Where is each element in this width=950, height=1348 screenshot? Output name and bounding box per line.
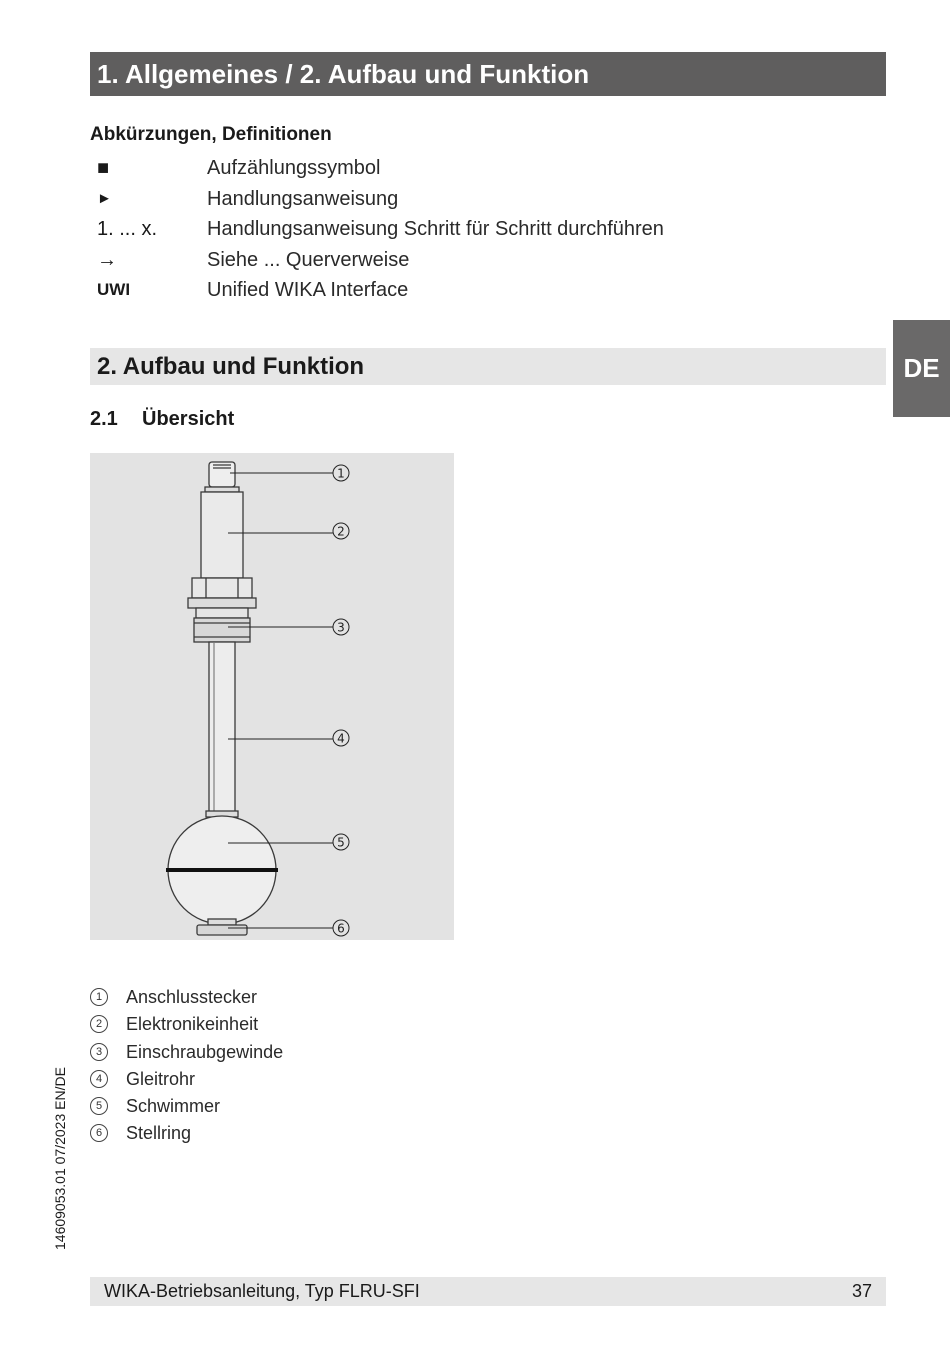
footer-title: WIKA-Betriebsanleitung, Typ FLRU-SFI <box>104 1281 420 1301</box>
hex-nut-shape <box>192 578 252 598</box>
step-symbol: 1. ... x. <box>97 218 158 240</box>
callout-label: 5 <box>337 835 345 850</box>
legend-text: Schwimmer <box>126 1096 221 1117</box>
bullet-symbol: ■ <box>97 157 110 179</box>
callout-label: 6 <box>337 921 345 936</box>
arrow-symbol: ► <box>97 189 112 207</box>
callout-label: 3 <box>337 620 345 635</box>
callout-label: 1 <box>337 466 345 481</box>
connector-plug-shape <box>209 462 235 487</box>
slide-tube-shape <box>209 642 235 815</box>
subsection-title <box>90 408 234 431</box>
callout-label: 4 <box>337 731 345 746</box>
language-tab: DE <box>893 320 950 417</box>
abbreviation-text: Aufzählungssymbol <box>207 157 381 179</box>
legend-number: 1 <box>90 988 108 1006</box>
callout-label: 2 <box>337 524 345 539</box>
subsection-number: 2.1 <box>90 408 118 430</box>
legend-number: 3 <box>90 1043 108 1061</box>
setting-ring-shape <box>197 925 247 935</box>
legend-text: Stellring <box>126 1123 192 1144</box>
uwi-symbol: UWI <box>97 280 131 299</box>
legend-text: Elektronikeinheit <box>126 1014 259 1035</box>
legend-number: 5 <box>90 1097 108 1115</box>
subsection-label: Übersicht <box>142 408 235 430</box>
abbreviation-text: Handlungsanweisung Schritt für Schritt durchführen <box>207 218 664 240</box>
device-drawing <box>90 453 454 940</box>
document-code: 14609053.01 07/2023 EN/DE <box>52 1067 68 1250</box>
abbreviations-heading: Abkürzungen, Definitionen <box>90 124 332 145</box>
electronics-unit-shape <box>201 492 243 578</box>
cross-reference-symbol: → <box>97 248 117 271</box>
page-number: 37 <box>851 1281 872 1301</box>
legend-text: Gleitrohr <box>126 1068 196 1089</box>
legend-text: Einschraubgewinde <box>126 1041 284 1062</box>
page-header-title: 1. Allgemeines / 2. Aufbau und Funktion <box>90 52 886 96</box>
section-title: 2. Aufbau und Funktion <box>90 348 886 385</box>
legend-number: 2 <box>90 1015 108 1033</box>
legend-text: Anschlusstecker <box>126 987 258 1007</box>
float-switch-drawing <box>90 453 454 940</box>
legend-number: 6 <box>90 1124 108 1142</box>
screw-thread-shape <box>194 618 250 642</box>
abbreviation-text: Handlungsanweisung <box>207 187 399 210</box>
page-footer <box>90 1277 886 1306</box>
abbreviation-text: Siehe ... Querverweise <box>207 248 410 271</box>
legend-number: 4 <box>90 1070 108 1088</box>
abbreviation-text: Unified WIKA Interface <box>207 279 409 301</box>
